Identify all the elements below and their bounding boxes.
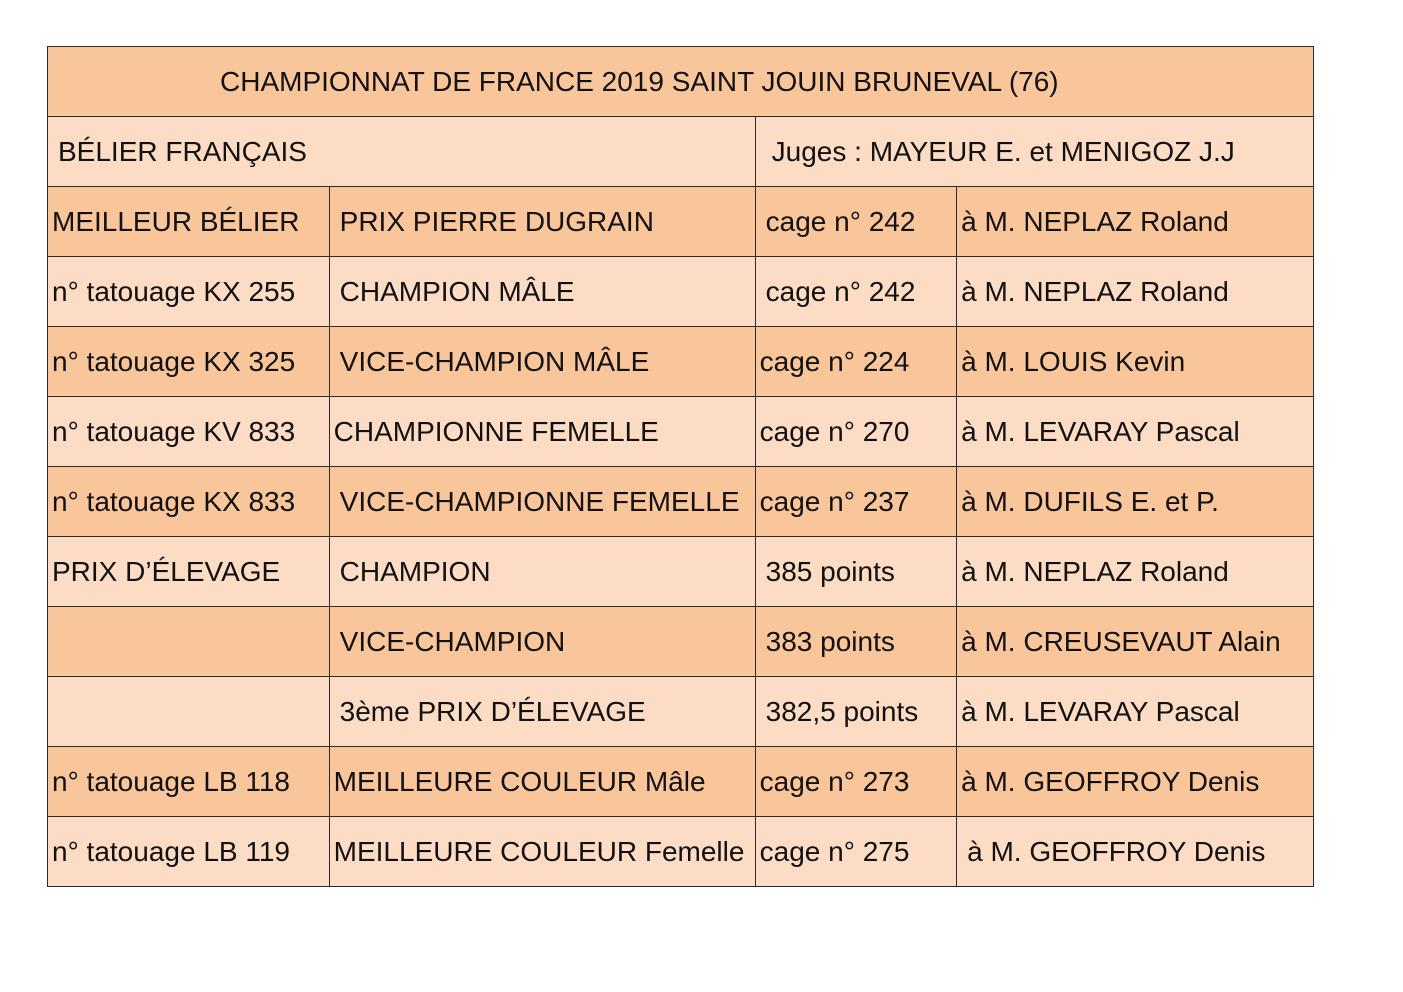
header-row [48,117,1314,187]
row-label [48,677,330,747]
cage-or-points: cage n° 242 [755,257,956,327]
award-name: CHAMPION [329,537,755,607]
results-table [47,46,1314,887]
table-row [48,677,1314,747]
row-label: n° tatouage KV 833 [48,397,330,467]
breeder-name: à M. GEOFFROY Denis [957,747,1314,817]
table-row [48,537,1314,607]
row-label: PRIX D’ÉLEVAGE [48,537,330,607]
row-label: n° tatouage KX 833 [48,467,330,537]
breeder-name: à M. GEOFFROY Denis [957,817,1314,887]
row-label: MEILLEUR BÉLIER [48,187,330,257]
breeder-name: à M. LEVARAY Pascal [957,677,1314,747]
breeder-name: à M. DUFILS E. et P. [957,467,1314,537]
cage-or-points: 383 points [755,607,956,677]
cage-or-points: cage n° 224 [755,327,956,397]
table-row [48,817,1314,887]
row-label: n° tatouage KX 325 [48,327,330,397]
cage-or-points: 385 points [755,537,956,607]
award-name: VICE-CHAMPION MÂLE [329,327,755,397]
award-name: MEILLEURE COULEUR Mâle [329,747,755,817]
award-name: 3ème PRIX D’ÉLEVAGE [329,677,755,747]
breeder-name: à M. NEPLAZ Roland [957,187,1314,257]
cage-or-points: 382,5 points [755,677,956,747]
row-label: n° tatouage KX 255 [48,257,330,327]
table-row [48,747,1314,817]
row-label [48,607,330,677]
breeder-name: à M. NEPLAZ Roland [957,257,1314,327]
table-row [48,397,1314,467]
cage-or-points: cage n° 273 [755,747,956,817]
award-name: CHAMPIONNE FEMELLE [329,397,755,467]
breed-name: BÉLIER FRANÇAIS [48,117,756,187]
award-name: VICE-CHAMPIONNE FEMELLE [329,467,755,537]
cage-or-points: cage n° 237 [755,467,956,537]
award-name: VICE-CHAMPION [329,607,755,677]
judges-label: Juges : MAYEUR E. et MENIGOZ J.J [755,117,1313,187]
breeder-name: à M. LEVARAY Pascal [957,397,1314,467]
award-name: CHAMPION MÂLE [329,257,755,327]
row-label: n° tatouage LB 119 [48,817,330,887]
breeder-name: à M. NEPLAZ Roland [957,537,1314,607]
table-row [48,187,1314,257]
row-label: n° tatouage LB 118 [48,747,330,817]
page-title: CHAMPIONNAT DE FRANCE 2019 SAINT JOUIN BRUNEVAL (76) [48,47,1314,117]
table-row [48,467,1314,537]
table-row [48,607,1314,677]
award-name: MEILLEURE COULEUR Femelle [329,817,755,887]
table-row [48,257,1314,327]
title-row [48,47,1314,117]
table-row [48,327,1314,397]
breeder-name: à M. LOUIS Kevin [957,327,1314,397]
cage-or-points: cage n° 270 [755,397,956,467]
cage-or-points: cage n° 275 [755,817,956,887]
breeder-name: à M. CREUSEVAUT Alain [957,607,1314,677]
cage-or-points: cage n° 242 [755,187,956,257]
award-name: PRIX PIERRE DUGRAIN [329,187,755,257]
